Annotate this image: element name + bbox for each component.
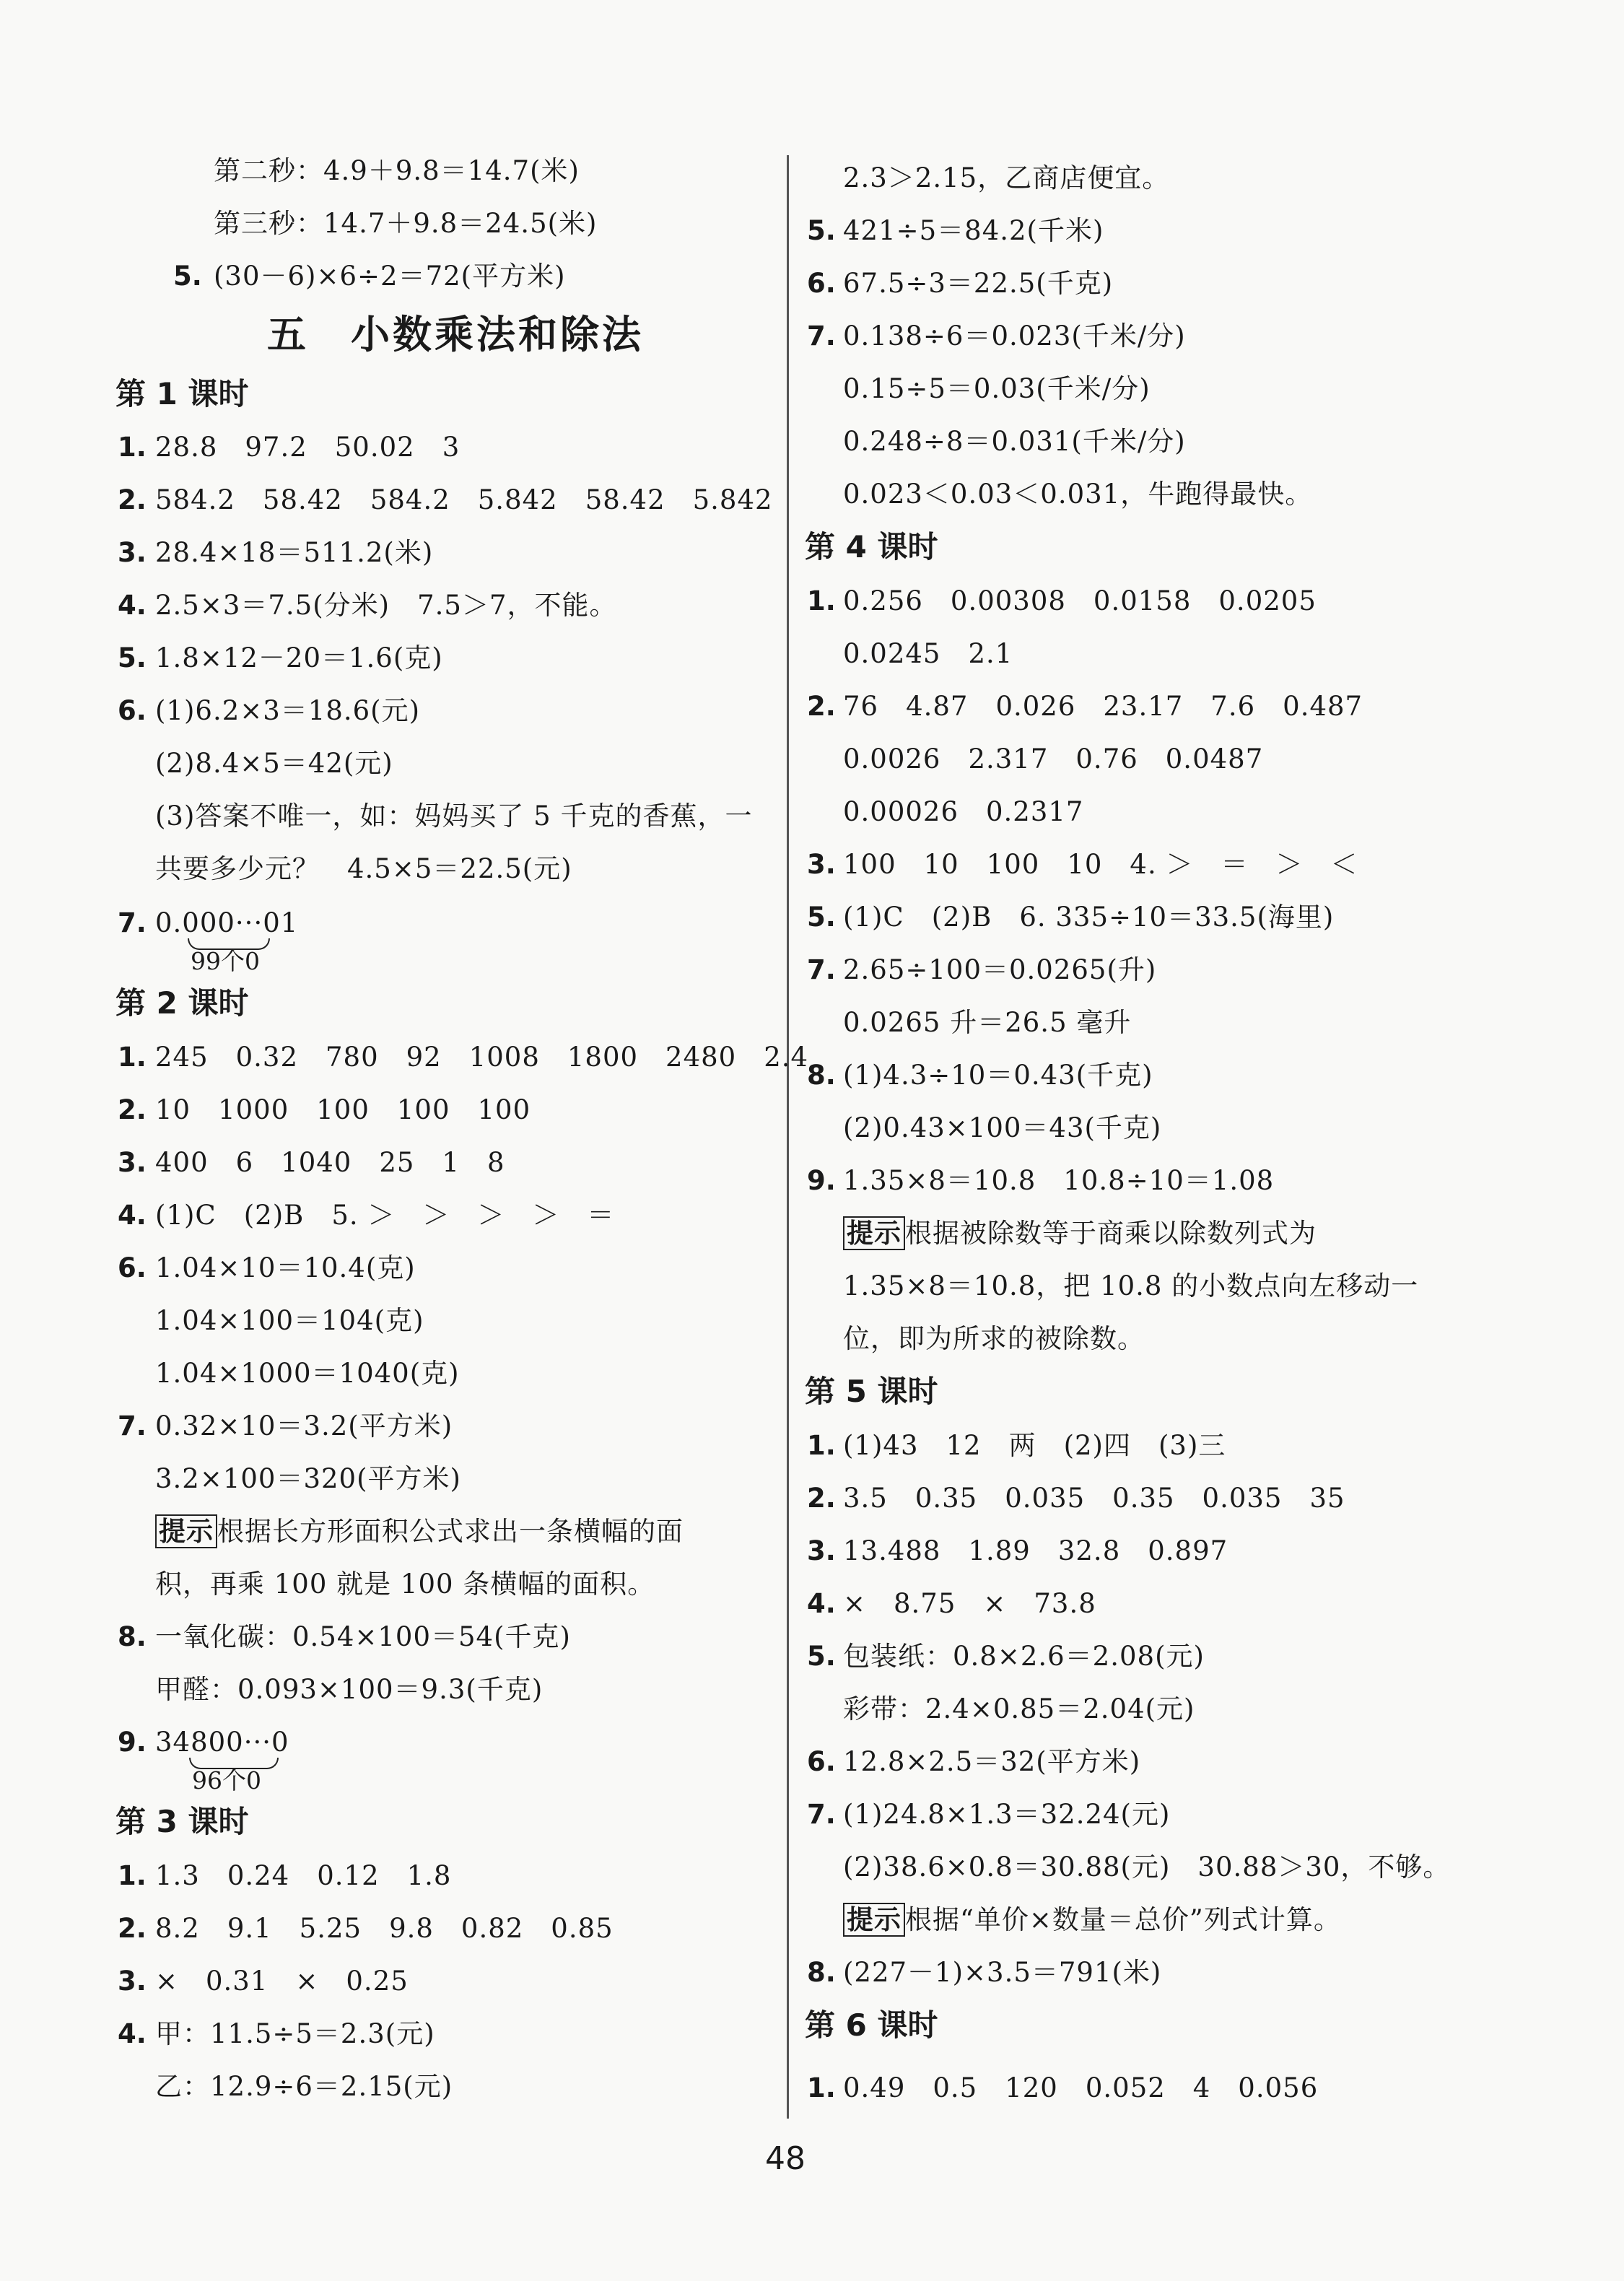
item-number: 6. <box>807 1746 836 1777</box>
answer-line: 76 4.87 0.026 23.17 7.6 0.487 <box>843 691 1363 722</box>
answer-line: × 0.31 × 0.25 <box>155 1966 409 1997</box>
answer-line: (2)0.43×100＝43(千克) <box>843 1112 1162 1143</box>
item-number: 7. <box>807 954 836 985</box>
item-number: 6. <box>807 268 836 299</box>
page-number: 48 <box>765 2140 806 2177</box>
answer-line: 584.2 58.42 584.2 5.842 58.42 5.842 <box>155 484 773 515</box>
answer-line: 1.04×1000＝1040(克) <box>155 1358 460 1389</box>
brace-note: 99个0 <box>191 947 260 975</box>
answer-line: 13.488 1.89 32.8 0.897 <box>843 1535 1228 1566</box>
item-number: 9. <box>118 1727 147 1758</box>
answer-line: 1.04×10＝10.4(克) <box>155 1252 416 1283</box>
answer-line: 第三秒：14.7＋9.8＝24.5(米) <box>214 208 598 239</box>
answer-line: 甲：11.5÷5＝2.3(元) <box>155 2018 435 2049</box>
item-number: 3. <box>118 537 147 568</box>
answer-line: 一氧化碳：0.54×100＝54(千克) <box>155 1621 571 1652</box>
answer-line: (3)答案不唯一，如：妈妈买了 5 千克的香蕉，一 <box>155 801 753 832</box>
answer-line: 10 1000 100 100 100 <box>155 1094 531 1125</box>
answer-line: (1)C (2)B 5. ＞ ＞ ＞ ＞ ＝ <box>155 1200 615 1231</box>
item-number: 1. <box>807 2072 836 2103</box>
answer-line: (1)24.8×1.3＝32.24(元) <box>843 1799 1171 1830</box>
item-number: 8. <box>807 1957 836 1988</box>
item-number: 1. <box>807 1430 836 1461</box>
answer-line: 245 0.32 780 92 1008 1800 2480 2.4 <box>155 1042 809 1073</box>
item-number: 7. <box>118 907 147 938</box>
answer-line: 甲醛：0.093×100＝9.3(千克) <box>155 1674 543 1705</box>
tip-line: 1.35×8＝10.8，把 10.8 的小数点向左移动一 <box>843 1270 1419 1301</box>
answer-line: (1)43 12 两 (2)四 (3)三 <box>843 1430 1226 1461</box>
answer-line: 3.5 0.35 0.035 0.35 0.035 35 <box>843 1483 1345 1514</box>
item-number: 8. <box>118 1621 147 1652</box>
answer-line: 0.0245 2.1 <box>843 638 1013 669</box>
item-number: 7. <box>807 1799 836 1830</box>
item-number: 4. <box>118 1200 147 1231</box>
answer-line: 共要多少元？ 4.5×5＝22.5(元) <box>155 853 572 884</box>
answer-line: 0.49 0.5 120 0.052 4 0.056 <box>843 2072 1319 2103</box>
answer-line: 100 10 100 10 4. ＞ ＝ ＞ ＜ <box>843 849 1358 880</box>
lesson-heading: 第 3 课时 <box>115 1804 249 1839</box>
answer-line: 0.000···01 <box>155 907 299 938</box>
tip-label: 提示 <box>843 1903 905 1937</box>
tip-label: 提示 <box>155 1514 217 1548</box>
answer-line: 67.5÷3＝22.5(千克) <box>843 268 1114 299</box>
tip-line <box>843 1902 1341 1938</box>
lesson-heading: 第 4 课时 <box>805 529 938 564</box>
answer-line: (2)38.6×0.8＝30.88(元) 30.88＞30，不够。 <box>843 1852 1451 1883</box>
item-number: 5. <box>807 215 836 246</box>
item-number: 2. <box>118 1913 147 1944</box>
tip-text: 根据长方形面积公式求出一条横幅的面 <box>217 1516 684 1547</box>
answer-line: 8.2 9.1 5.25 9.8 0.82 0.85 <box>155 1913 614 1944</box>
item-number: 2. <box>118 484 147 515</box>
answer-line: × 8.75 × 73.8 <box>843 1588 1096 1619</box>
answer-line: 28.8 97.2 50.02 3 <box>155 432 460 463</box>
answer-line: (2)8.4×5＝42(元) <box>155 748 393 779</box>
answer-line: (1)6.2×3＝18.6(元) <box>155 695 421 726</box>
item-number: 5. <box>807 902 836 933</box>
answer-line: 0.138÷6＝0.023(千米/分) <box>843 320 1186 352</box>
item-number: 3. <box>118 1147 147 1178</box>
tip-label: 提示 <box>843 1216 905 1250</box>
answer-line: 2.3＞2.15，乙商店便宜。 <box>843 162 1170 193</box>
answer-line: 0.32×10＝3.2(平方米) <box>155 1410 453 1442</box>
item-number: 2. <box>807 1483 836 1514</box>
item-number: 7. <box>118 1410 147 1442</box>
answer-line: 0.15÷5＝0.03(千米/分) <box>843 373 1151 404</box>
lesson-heading: 第 1 课时 <box>115 376 249 411</box>
answer-line: 421÷5＝84.2(千米) <box>843 215 1104 246</box>
answer-line: 乙：12.9÷6＝2.15(元) <box>155 2071 453 2102</box>
answer-line: 0.256 0.00308 0.0158 0.0205 <box>843 585 1317 616</box>
answer-line: 0.0265 升＝26.5 毫升 <box>843 1007 1132 1038</box>
answer-line: (1)C (2)B 6. 335÷10＝33.5(海里) <box>843 902 1335 933</box>
item-number: 5. <box>807 1641 836 1672</box>
item-number: 6. <box>118 1252 147 1283</box>
answer-line: 1.35×8＝10.8 10.8÷10＝1.08 <box>843 1165 1275 1196</box>
item-number: 1. <box>118 1042 147 1073</box>
item-number: 8. <box>807 1060 836 1091</box>
answer-line: 0.0026 2.317 0.76 0.0487 <box>843 743 1264 775</box>
answer-line: (30－6)×6÷2＝72(平方米) <box>214 261 566 292</box>
item-number: 4. <box>118 590 147 621</box>
answer-line: 2.5×3＝7.5(分米) 7.5＞7，不能。 <box>155 590 617 621</box>
item-number: 9. <box>807 1165 836 1196</box>
item-number: 5. <box>118 642 147 673</box>
answer-line: 包装纸：0.8×2.6＝2.08(元) <box>843 1641 1205 1672</box>
answer-line: 0.248÷8＝0.031(千米/分) <box>843 426 1186 457</box>
lesson-heading: 第 2 课时 <box>115 985 249 1021</box>
answer-line: 28.4×18＝511.2(米) <box>155 537 434 568</box>
item-number: 3. <box>807 1535 836 1566</box>
answer-line: 1.04×100＝104(克) <box>155 1305 424 1336</box>
answer-line: 3.2×100＝320(平方米) <box>155 1463 461 1494</box>
answer-line: (227－1)×3.5＝791(米) <box>843 1957 1162 1988</box>
tip-line: 位，即为所求的被除数。 <box>843 1323 1145 1354</box>
tip-text: 根据“单价×数量＝总价”列式计算。 <box>905 1904 1341 1935</box>
column-divider <box>787 155 789 2119</box>
item-number: 3. <box>807 849 836 880</box>
answer-line: 第二秒：4.9＋9.8＝14.7(米) <box>214 155 580 186</box>
item-number: 2. <box>118 1094 147 1125</box>
tip-line: 积，再乘 100 就是 100 条横幅的面积。 <box>155 1569 655 1600</box>
answer-line: 0.023＜0.03＜0.031，牛跑得最快。 <box>843 479 1313 510</box>
item-number: 1. <box>807 585 836 616</box>
tip-text: 根据被除数等于商乘以除数列式为 <box>905 1218 1317 1249</box>
answer-line: (1)4.3÷10＝0.43(千克) <box>843 1060 1153 1091</box>
chapter-title: 五 小数乘法和除法 <box>267 312 644 357</box>
lesson-heading: 第 6 课时 <box>805 2007 938 2043</box>
item-number: 4. <box>118 2018 147 2049</box>
answer-line: 彩带：2.4×0.85＝2.04(元) <box>843 1693 1195 1724</box>
item-number: 3. <box>118 1966 147 1997</box>
item-number: 7. <box>807 320 836 352</box>
item-number: 1. <box>118 1860 147 1891</box>
answer-line: 12.8×2.5＝32(平方米) <box>843 1746 1141 1777</box>
item-number: 6. <box>118 695 147 726</box>
answer-line: 34800···0 <box>155 1727 289 1758</box>
item-number: 1. <box>118 432 147 463</box>
answer-line: 0.00026 0.2317 <box>843 796 1084 827</box>
tip-line <box>155 1514 684 1550</box>
brace-note: 96个0 <box>192 1766 261 1794</box>
item-number: 5. <box>173 261 202 292</box>
answer-line: 1.3 0.24 0.12 1.8 <box>155 1860 452 1891</box>
lesson-heading: 第 5 课时 <box>805 1374 938 1409</box>
answer-line: 2.65÷100＝0.0265(升) <box>843 954 1157 985</box>
item-number: 4. <box>807 1588 836 1619</box>
tip-line <box>843 1216 1317 1252</box>
answer-line: 1.8×12－20＝1.6(克) <box>155 642 443 673</box>
answer-line: 400 6 1040 25 1 8 <box>155 1147 505 1178</box>
item-number: 2. <box>807 691 836 722</box>
